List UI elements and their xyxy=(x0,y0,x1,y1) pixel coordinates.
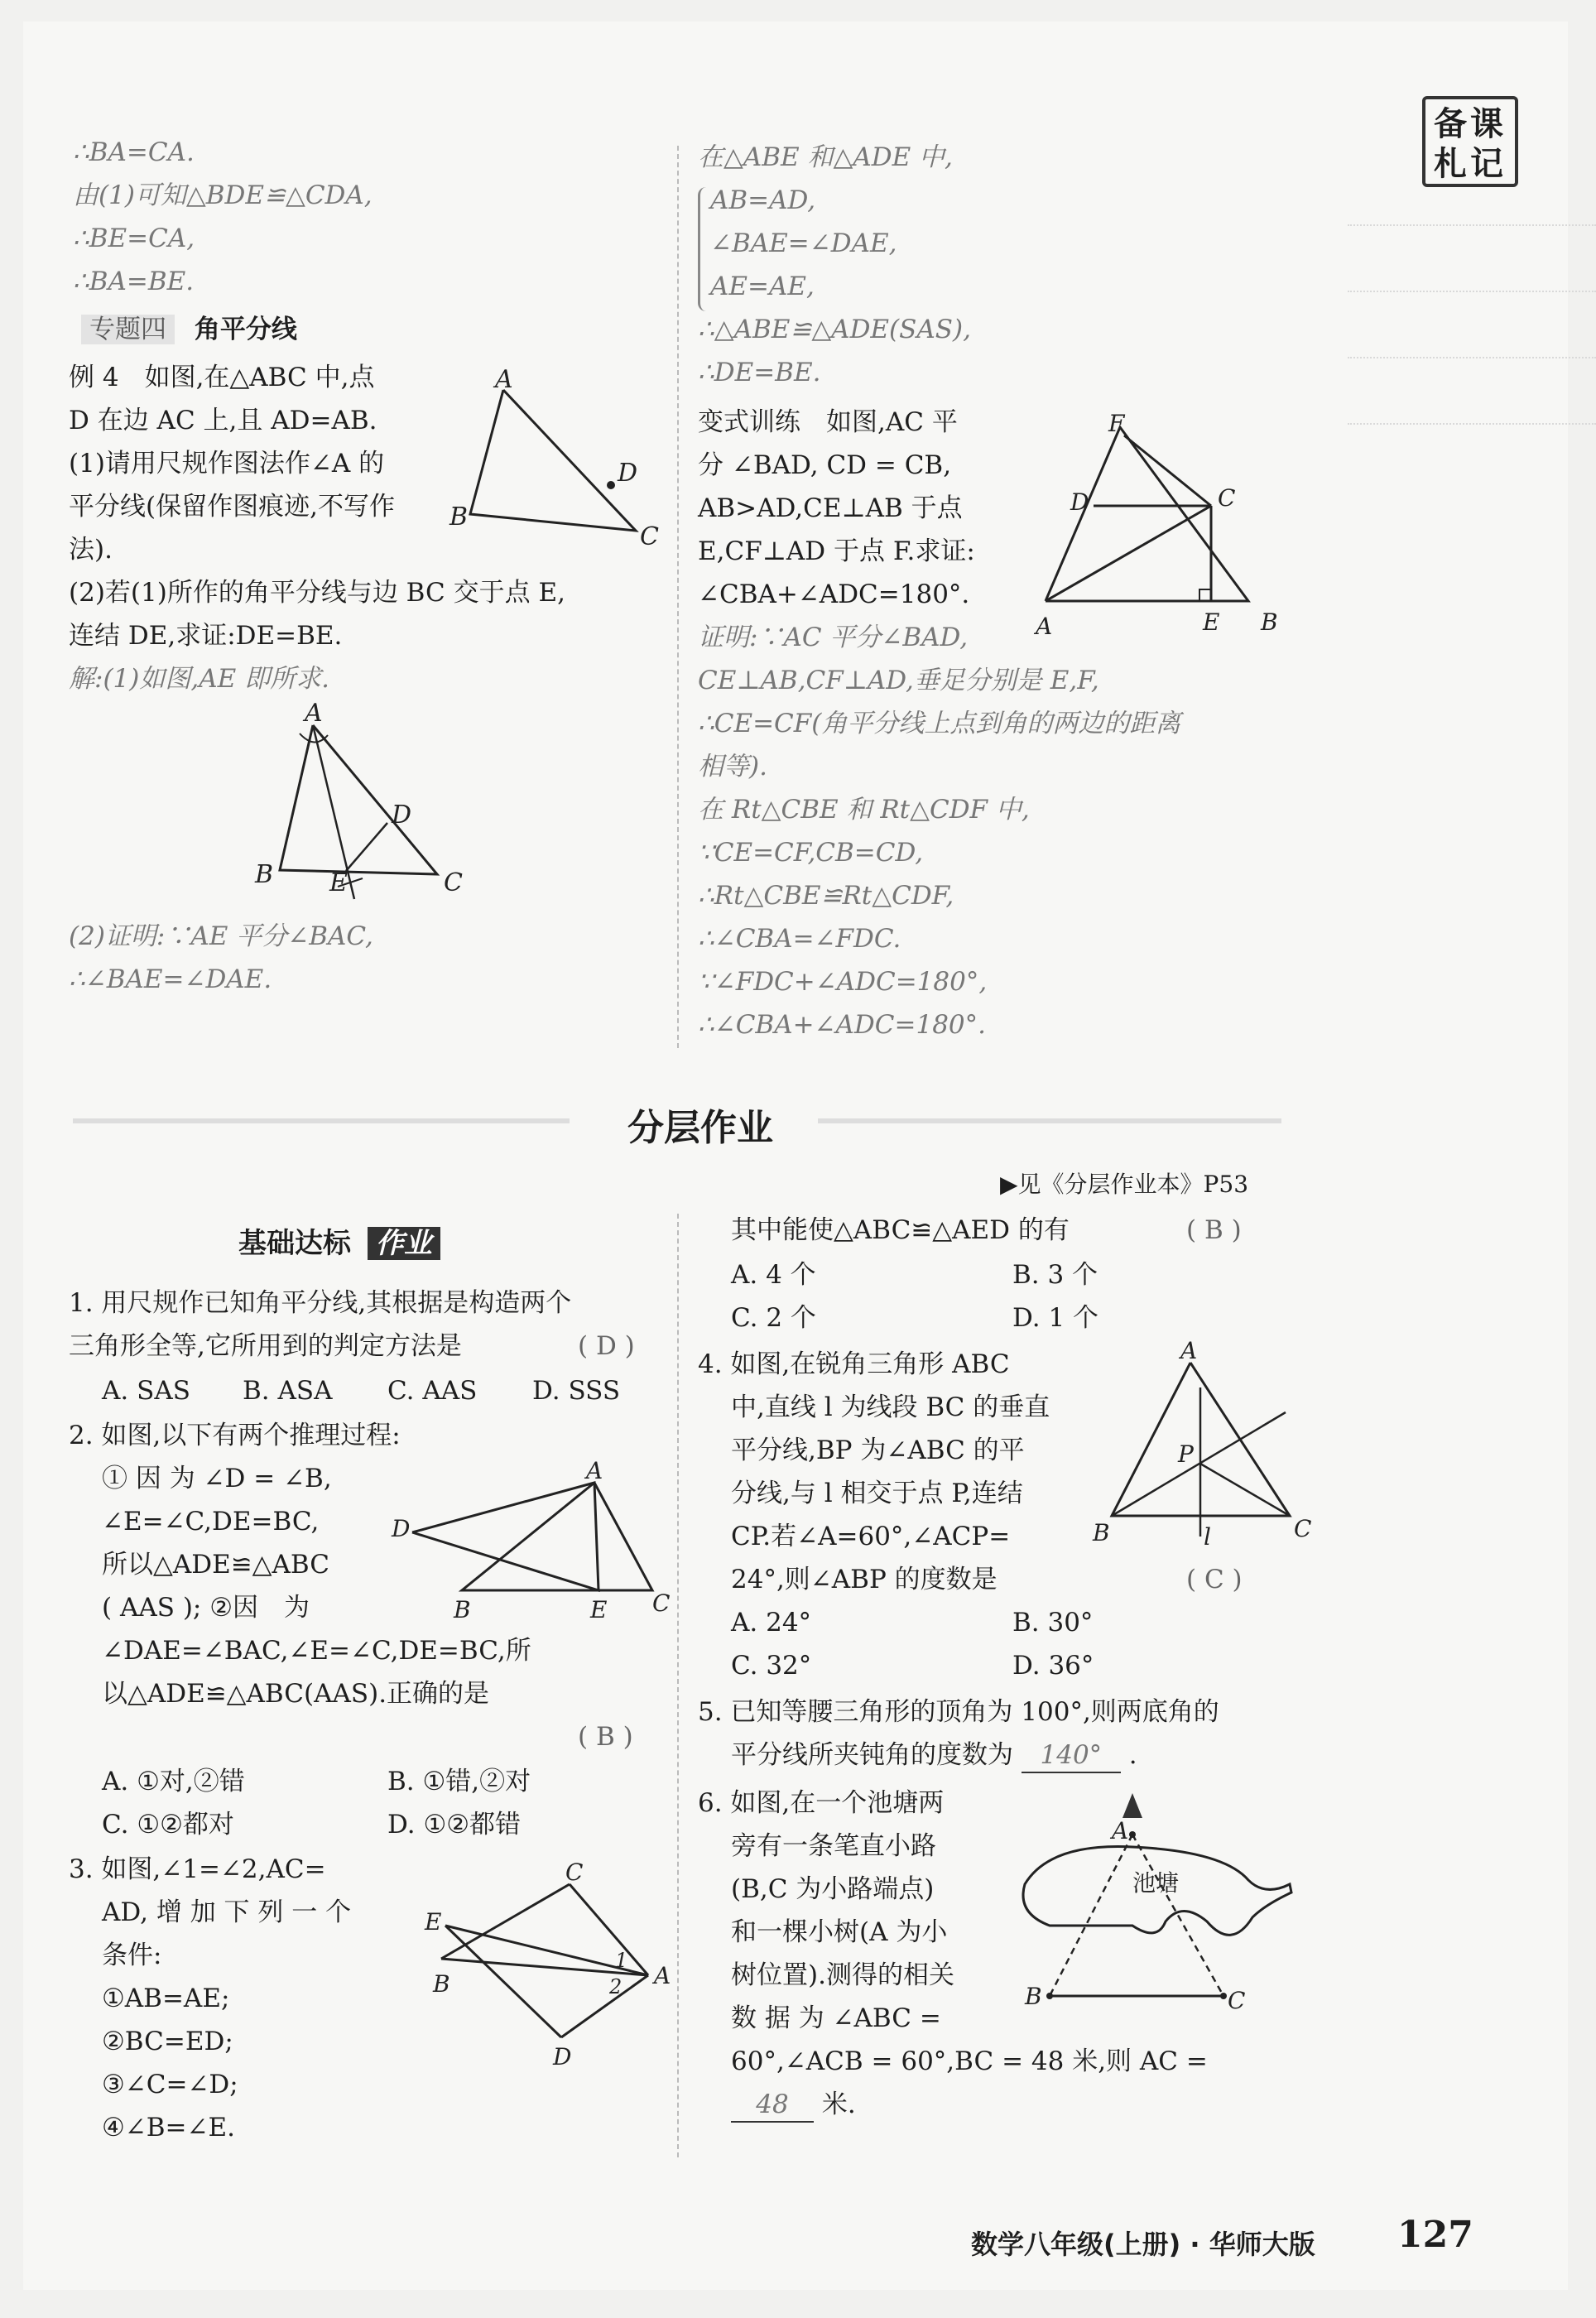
proof-line: ∴Rt△CBE≌Rt△CDF, xyxy=(698,881,954,911)
topic-title: 角平分线 xyxy=(194,315,297,344)
q3-line: ④∠B=∠E. xyxy=(102,2113,235,2142)
label-a: A xyxy=(305,699,323,728)
example-line: 例 4 如图,在△ABC 中,点 xyxy=(69,363,375,392)
example-line: (1)请用尺规作图法作∠A 的 xyxy=(69,449,385,479)
proof-line: CE⊥AB,CF⊥AD,垂足分别是 E,F, xyxy=(698,666,1099,695)
segment-de xyxy=(346,823,387,871)
q5-end: . xyxy=(1128,1740,1137,1770)
point-a xyxy=(1129,1831,1136,1838)
page-number: 127 xyxy=(1397,2214,1473,2256)
label-b: B xyxy=(1261,608,1278,636)
q2-answer: ( B ) xyxy=(578,1722,633,1752)
q5-line xyxy=(731,1738,1137,1773)
q3-line: ①AB=AE; xyxy=(102,1984,230,2013)
text-line: ∴△ABE≌△ADE(SAS), xyxy=(698,315,971,344)
triangle-ade xyxy=(412,1483,598,1590)
section-rule-left xyxy=(73,1118,570,1123)
triangle-figure-solution xyxy=(247,700,478,907)
proof-line: 在 Rt△CBE 和 Rt△CDF 中, xyxy=(698,795,1030,825)
label-b: B xyxy=(449,503,469,531)
segment-ac xyxy=(1046,506,1211,601)
quadrilateral-figure xyxy=(1029,402,1310,651)
label-c: C xyxy=(1294,1515,1312,1542)
solution-line: 解:(1)如图,AE 即所求. xyxy=(69,664,329,694)
label-a: A xyxy=(1112,1817,1129,1844)
note-stamp xyxy=(1422,96,1518,187)
proof-line: ∴∠CBA+∠ADC=180°. xyxy=(698,1010,986,1040)
note-line xyxy=(1348,291,1596,292)
topic-heading xyxy=(81,313,297,346)
q3-line: AD, 增 加 下 列 一 个 xyxy=(102,1897,352,1927)
label-b: B xyxy=(255,860,274,889)
q4-option: B. 30° xyxy=(1012,1608,1094,1638)
q6-line: 旁有一条笔直小路 xyxy=(731,1831,936,1861)
example-line: 连结 DE,求证:DE=BE. xyxy=(69,621,343,651)
section-ref: ▶见《分层作业本》P53 xyxy=(1000,1171,1249,1198)
right-angle-e xyxy=(1199,589,1211,601)
q4-line: 分线,与 l 相交于点 P,连结 xyxy=(731,1479,1023,1508)
topic-label: 专题四 xyxy=(81,315,175,344)
q3-line: ③∠C=∠D; xyxy=(102,2070,238,2099)
label-d: D xyxy=(392,1515,411,1542)
q4-line: 平分线,BP 为∠ABC 的平 xyxy=(731,1436,1025,1465)
label-f: F xyxy=(1108,410,1125,437)
point-b xyxy=(1046,1993,1053,1999)
text-line: 由(1)可知△BDE≌△CDA, xyxy=(73,180,373,210)
segment-cb xyxy=(441,1884,570,1959)
text-line: ∴BA=CA. xyxy=(73,137,195,167)
q4-option: C. 32° xyxy=(731,1651,812,1681)
q3-line: ②BC=ED; xyxy=(102,2027,233,2056)
q2-line: ∠E=∠C,DE=BC, xyxy=(102,1507,320,1537)
q6-line: 树位置).测得的相关 xyxy=(731,1960,954,1990)
tree-icon xyxy=(1122,1793,1142,1818)
q6-answer-blank: 48 xyxy=(731,2088,814,2123)
triangle-solution xyxy=(280,725,437,874)
q1-option: D. SSS xyxy=(532,1376,621,1406)
note-line xyxy=(1348,357,1596,358)
q4-line: 4. 如图,在锐角三角形 ABC xyxy=(698,1349,1010,1379)
label-pond: 池塘 xyxy=(1132,1869,1180,1897)
note-line xyxy=(1348,224,1596,226)
q3-option: B. 3 个 xyxy=(1012,1260,1098,1290)
label-angle-1: 1 xyxy=(615,1949,628,1972)
q2-line: 所以△ADE≌△ABC xyxy=(102,1550,329,1580)
q1-line: 1. 用尺规作已知角平分线,其根据是构造两个 xyxy=(69,1288,572,1318)
proof-line: ∴∠BAE=∠DAE. xyxy=(69,964,272,994)
label-d: D xyxy=(1070,488,1089,516)
q2-option: A. ①对,②错 xyxy=(102,1767,245,1796)
label-d: D xyxy=(392,801,412,830)
q6-line: (B,C 为小路端点) xyxy=(731,1874,935,1904)
variant-line: 分 ∠BAD, CD = CB, xyxy=(698,450,952,480)
segment-ad xyxy=(561,1975,648,2037)
variant-line: 变式训练 如图,AC 平 xyxy=(698,407,958,437)
label-b: B xyxy=(433,1970,450,1998)
q3-line: 3. 如图,∠1=∠2,AC= xyxy=(69,1854,326,1884)
label-b: B xyxy=(1025,1983,1042,2010)
q6-unit: 米. xyxy=(821,2090,856,2119)
column-divider xyxy=(677,146,679,1048)
page xyxy=(23,22,1568,2290)
section-title: 分层作业 xyxy=(627,1107,773,1149)
example-line: 平分线(保留作图痕迹,不写作 xyxy=(69,492,395,522)
label-e: E xyxy=(1203,608,1220,636)
text-line: ∴BA=BE. xyxy=(73,267,195,296)
label-a: A xyxy=(1180,1337,1198,1364)
variant-line: AB>AD,CE⊥AB 于点 xyxy=(698,493,963,523)
q4-option: A. 24° xyxy=(731,1608,812,1638)
q4-line: 24°,则∠ABP 的度数是 xyxy=(731,1565,997,1594)
q6-line: 60°,∠ACB = 60°,BC = 48 米,则 AC = xyxy=(731,2046,1208,2076)
example-line: 法). xyxy=(69,535,113,565)
label-p: P xyxy=(1178,1440,1194,1468)
proof-line: 相等). xyxy=(698,752,767,781)
q3-option: A. 4 个 xyxy=(731,1260,816,1290)
section-rule-right xyxy=(818,1118,1281,1123)
label-c: C xyxy=(444,868,463,897)
triangle-figure-ex4 xyxy=(449,365,677,551)
footer-book-title: 数学八年级(上册) · 华师大版 xyxy=(971,2229,1315,2260)
triangle-abc xyxy=(470,390,636,531)
figure-q6 xyxy=(1000,1785,1315,2033)
basic-badge xyxy=(238,1220,440,1261)
q2-line: ∠DAE=∠BAC,∠E=∠C,DE=BC,所 xyxy=(102,1636,531,1666)
q2-line: ① 因 为 ∠D = ∠B, xyxy=(102,1464,332,1493)
q1-line: 三角形全等,它所用到的判定方法是 xyxy=(69,1331,462,1361)
q6-answer-line xyxy=(731,2088,856,2123)
q1-option: A. SAS xyxy=(102,1376,190,1406)
variant-line: ∠CBA+∠ADC=180°. xyxy=(698,580,970,609)
q3-option: D. 1 个 xyxy=(1012,1303,1099,1333)
label-a: A xyxy=(495,365,513,394)
proof-line: ∵CE=CF,CB=CD, xyxy=(698,838,924,868)
text-line: AE=AE, xyxy=(710,272,815,301)
label-e: E xyxy=(590,1596,608,1623)
segment-cf xyxy=(1124,435,1211,506)
proof-line: ∴CE=CF(角平分线上点到角的两边的距离 xyxy=(698,709,1181,738)
proof-line: (2)证明:∵AE 平分∠BAC, xyxy=(69,921,373,951)
segment-ab xyxy=(1050,1835,1132,1996)
label-a: A xyxy=(654,1962,671,1989)
q3-option: C. 2 个 xyxy=(731,1303,816,1333)
proof-line: ∴∠CBA=∠FDC. xyxy=(698,924,901,954)
q6-line: 和一棵小树(A 为小 xyxy=(731,1917,948,1947)
basic-label: 基础达标 xyxy=(238,1227,351,1260)
label-d: D xyxy=(553,2043,572,2070)
point-c xyxy=(1220,1993,1227,1999)
text-line: ∴BE=CA, xyxy=(73,224,195,253)
text-line: AB=AD, xyxy=(710,185,816,215)
point-d xyxy=(607,481,615,489)
variant-line: E,CF⊥AD 于点 F.求证: xyxy=(698,536,975,566)
label-c: C xyxy=(1228,1987,1246,2014)
label-c: C xyxy=(1218,484,1236,512)
label-a: A xyxy=(1036,613,1053,640)
text-line: 在△ABE 和△ADE 中, xyxy=(698,142,953,172)
q1-option: C. AAS xyxy=(387,1376,478,1406)
proof-line: ∵∠FDC+∠ADC=180°, xyxy=(698,967,988,997)
q2-line: 以△ADE≌△ABC(AAS).正确的是 xyxy=(102,1679,490,1709)
figure-q4 xyxy=(1091,1338,1315,1561)
label-c: C xyxy=(652,1589,671,1617)
q2-line: ( AAS ); ②因 为 xyxy=(102,1593,310,1623)
q2-option: D. ①②都错 xyxy=(387,1810,522,1839)
q3-tail: 其中能使△ABC≌△AED 的有 xyxy=(731,1215,1070,1245)
triangle-abc xyxy=(462,1483,652,1590)
text-line: ∠BAE=∠DAE, xyxy=(710,228,897,258)
label-c: C xyxy=(640,522,659,551)
label-b: B xyxy=(454,1596,471,1623)
q4-line: 中,直线 l 为线段 BC 的垂直 xyxy=(731,1392,1050,1422)
q2-option: B. ①错,②对 xyxy=(387,1767,531,1796)
q4-option: D. 36° xyxy=(1012,1651,1094,1681)
label-l: l xyxy=(1204,1523,1211,1551)
q5-line: 5. 已知等腰三角形的顶角为 100°,则两底角的 xyxy=(698,1697,1219,1727)
q6-line: 6. 如图,在一个池塘两 xyxy=(698,1788,945,1818)
label-c: C xyxy=(565,1859,584,1886)
q4-answer: ( C ) xyxy=(1186,1565,1243,1594)
q6-line: 数 据 为 ∠ABC = xyxy=(731,2003,941,2033)
label-a: A xyxy=(586,1457,603,1484)
proof-line: 证明:∵AC 平分∠BAD, xyxy=(698,623,969,652)
label-d: D xyxy=(618,459,638,488)
segment-de xyxy=(445,1926,561,2037)
q3-answer: ( B ) xyxy=(1186,1215,1242,1245)
q4-line: CP.若∠A=60°,∠ACP= xyxy=(731,1522,1011,1551)
example-line: (2)若(1)所作的角平分线与边 BC 交于点 E, xyxy=(69,578,565,608)
brace xyxy=(698,187,709,311)
column-divider xyxy=(677,1214,679,2157)
q2-line: 2. 如图,以下有两个推理过程: xyxy=(69,1421,401,1450)
label-angle-2: 2 xyxy=(609,1975,623,1998)
figure-q3 xyxy=(404,1851,677,2070)
homework-tag: 作业 xyxy=(368,1227,440,1260)
stamp-line-2: 札记 xyxy=(1434,145,1507,183)
label-e: E xyxy=(425,1908,442,1936)
q1-answer: ( D ) xyxy=(578,1331,635,1361)
example-line: D 在边 AC 上,且 AD=AB. xyxy=(69,406,377,435)
note-line xyxy=(1348,423,1596,425)
figure-q2 xyxy=(387,1454,677,1623)
q5-answer-blank: 140° xyxy=(1022,1738,1121,1773)
stamp-line-1: 备课 xyxy=(1434,105,1507,143)
q2-option: C. ①②都对 xyxy=(102,1810,234,1839)
segment-ac xyxy=(570,1884,648,1975)
text-line: ∴DE=BE. xyxy=(698,358,821,387)
q1-option: B. ASA xyxy=(243,1376,333,1406)
label-b: B xyxy=(1093,1519,1110,1546)
q3-line: 条件: xyxy=(102,1940,162,1970)
label-e: E xyxy=(329,868,348,897)
q5-text: 平分线所夹钝角的度数为 xyxy=(731,1740,1013,1770)
segment-cp xyxy=(1200,1464,1290,1516)
